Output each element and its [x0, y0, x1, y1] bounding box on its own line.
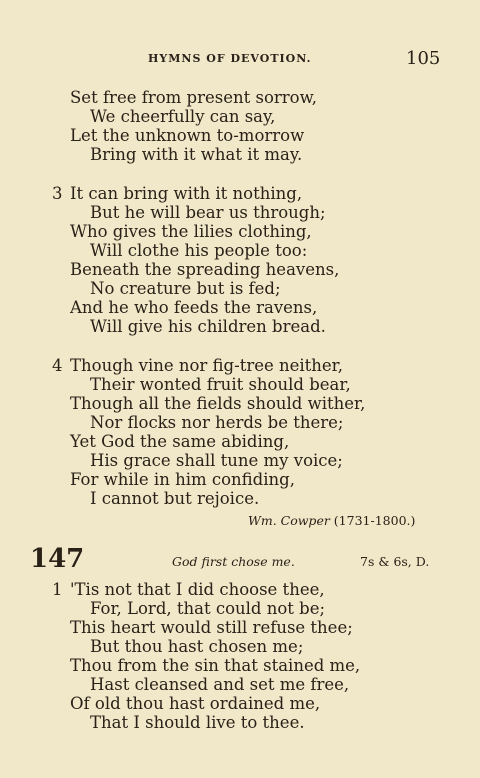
- verse-line: Let the unknown to-morrow: [70, 126, 305, 145]
- verse-line: Will give his children bread.: [90, 317, 326, 336]
- verse-line: For, Lord, that could not be;: [90, 599, 326, 618]
- verse-line: Though all the fields should wither,: [70, 394, 366, 413]
- verse-line: 'Tis not that I did choose thee,: [70, 580, 325, 599]
- hymn-title: God first chose me.: [172, 554, 295, 569]
- attribution: [248, 513, 415, 528]
- verse-line: Though vine nor fig-tree neither,: [70, 356, 343, 375]
- hymn-number: 147: [30, 544, 85, 574]
- verse-line: Their wonted fruit should bear,: [90, 375, 351, 394]
- verse-line: For while in him confiding,: [70, 470, 295, 489]
- verse-line: But thou hast chosen me;: [90, 637, 304, 656]
- stanza-number: 3: [52, 184, 63, 203]
- running-head: HYMNS OF DEVOTION.: [148, 52, 312, 65]
- verse-line: We cheerfully can say,: [90, 107, 276, 126]
- stanza-number: 1: [52, 580, 63, 599]
- verse-line: And he who feeds the ravens,: [70, 298, 318, 317]
- author-name: Wm. Cowper: [248, 513, 330, 528]
- verse-line: It can bring with it nothing,: [70, 184, 303, 203]
- verse-line: I cannot but rejoice.: [90, 489, 260, 508]
- verse-line: That I should live to thee.: [90, 713, 305, 732]
- verse-line: Of old thou hast ordained me,: [70, 694, 321, 713]
- verse-line: This heart would still refuse thee;: [70, 618, 353, 637]
- page-number: 105: [406, 48, 441, 69]
- verse-line: Hast cleansed and set me free,: [90, 675, 350, 694]
- verse-line: His grace shall tune my voice;: [90, 451, 343, 470]
- hymn-meter: 7s & 6s, D.: [360, 554, 430, 569]
- verse-line: Thou from the sin that stained me,: [70, 656, 361, 675]
- author-dates: (1731-1800.): [333, 513, 416, 528]
- verse-line: Set free from present sorrow,: [70, 88, 318, 107]
- verse-line: Nor flocks nor herds be there;: [90, 413, 344, 432]
- verse-line: Yet God the same abiding,: [70, 432, 290, 451]
- verse-line: Will clothe his people too:: [90, 241, 308, 260]
- verse-line: But he will bear us through;: [90, 203, 326, 222]
- verse-line: Who gives the lilies clothing,: [70, 222, 312, 241]
- verse-line: Bring with it what it may.: [90, 145, 303, 164]
- stanza-number: 4: [52, 356, 63, 375]
- verse-line: No creature but is fed;: [90, 279, 281, 298]
- verse-line: Beneath the spreading heavens,: [70, 260, 340, 279]
